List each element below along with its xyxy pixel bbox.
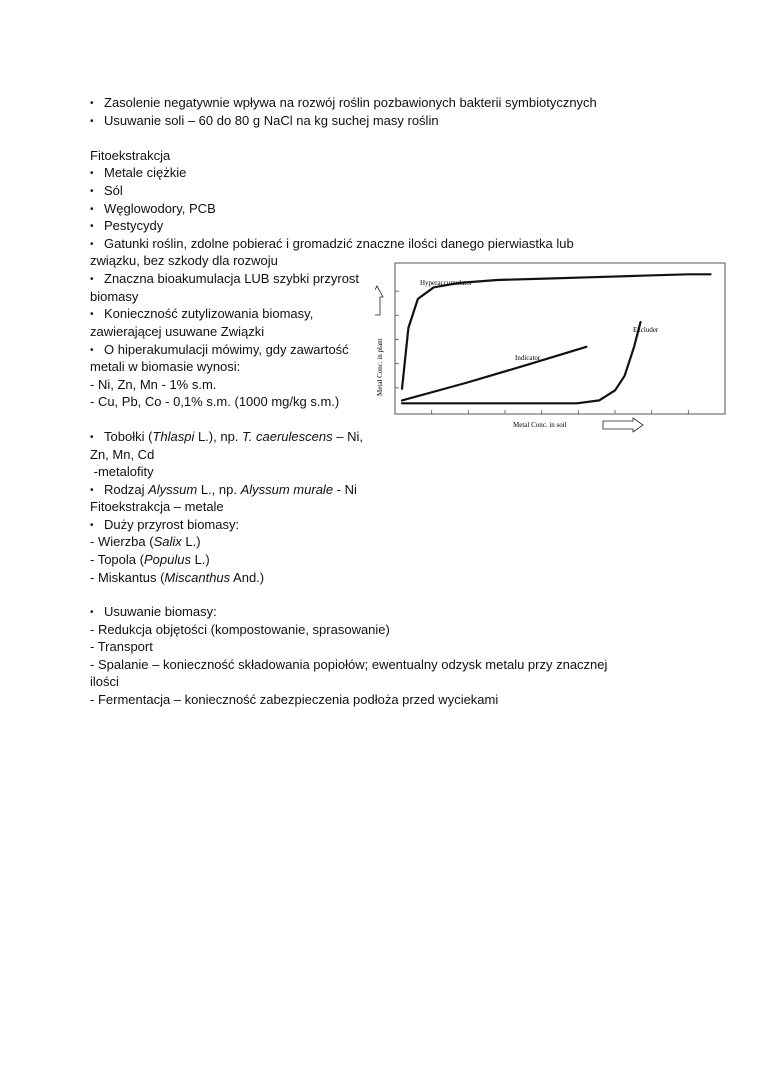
bullet-dot-icon: • [90, 345, 94, 356]
excluder-label: Excluder [633, 326, 659, 334]
bullet-zasolenie: • Zasolenie negatywnie wpływa na rozwój roślin pozbawionych bakterii symbiotycznych [90, 95, 597, 110]
bullet-tobolki: • Tobołki (Thlaspi L.), np. T. caerulescens – Ni, [90, 429, 363, 444]
tobolki-continuation: Zn, Mn, Cd [90, 447, 155, 462]
bullet-dot-icon: • [90, 485, 94, 496]
bullet-usuwanie-soli: • Usuwanie soli – 60 do 80 g NaCl na kg suchej masy roślin [90, 113, 439, 128]
bullet-dot-icon: • [90, 221, 94, 232]
hyperaccumulator-label: Hyperaccumulator [420, 279, 473, 287]
x-axis-label: Metal Conc. in soil [513, 421, 567, 429]
chart-ticks [395, 291, 688, 414]
bullet-dot-icon: • [90, 116, 94, 127]
section-title-fitoekstrakcja: Fitoekstrakcja [90, 148, 171, 163]
fitoekstrakcja-metale: Fitoekstrakcja – metale [90, 499, 224, 514]
indicator-label: Indicator [515, 354, 541, 362]
dash-fermentacja: - Fermentacja – konieczność zabezpieczenia podłoża przed wyciekami [90, 692, 499, 707]
x-axis-arrow-icon [603, 418, 643, 432]
chart-svg [375, 262, 735, 442]
bullet-alyssum: • Rodzaj Alyssum L., np. Alyssum murale - Ni [90, 482, 357, 497]
bullet-dot-icon: • [90, 98, 94, 109]
dash-topola: - Topola (Populus L.) [90, 552, 210, 567]
bullet-gatunki: • Gatunki roślin, zdolne pobierać i gromadzić znaczne ilości danego pierwiastka lub [90, 236, 574, 251]
bullet-dot-icon: • [90, 520, 94, 531]
bullet-dot-icon: • [90, 168, 94, 179]
y-axis-arrow-icon [375, 286, 383, 315]
bullet-usuwanie-biomasy: • Usuwanie biomasy: [90, 604, 217, 619]
gatunki-continuation: związku, bez szkody dla rozwoju [90, 253, 278, 268]
bullet-utylizacja: • Konieczność zutylizowania biomasy, [90, 306, 314, 321]
bioakumulacja-continuation: biomasy [90, 289, 139, 304]
bullet-dot-icon: • [90, 239, 94, 250]
metal-accumulation-chart [375, 262, 735, 442]
bullet-weglowodory: • Węglowodory, PCB [90, 201, 216, 216]
metalofity: -metalofity [90, 464, 154, 479]
bullet-dot-icon: • [90, 432, 94, 443]
bullet-dot-icon: • [90, 607, 94, 618]
bullet-dot-icon: • [90, 186, 94, 197]
utylizacja-continuation: zawierającej usuwane Związki [90, 324, 265, 339]
bullet-pestycydy: • Pestycydy [90, 218, 164, 233]
dash-ni-zn-mn: - Ni, Zn, Mn - 1% s.m. [90, 377, 217, 392]
dash-miskantus: - Miskantus (Miscanthus And.) [90, 570, 265, 585]
bullet-duzy-przyrost: • Duży przyrost biomasy: [90, 517, 240, 532]
series-line-hyperaccumulator [402, 274, 711, 389]
hiperakumulacja-continuation: metali w biomasie wynosi: [90, 359, 241, 374]
bullet-hiperakumulacja: • O hiperakumulacji mówimy, gdy zawartość [90, 342, 349, 357]
bullet-sol: • Sól [90, 183, 123, 198]
bullet-dot-icon: • [90, 274, 94, 285]
series-line-indicator [402, 347, 586, 401]
chart-series [402, 274, 711, 403]
bullet-bioakumulacja: • Znaczna bioakumulacja LUB szybki przyrost [90, 271, 360, 286]
spalanie-continuation: ilości [90, 674, 119, 689]
bullet-dot-icon: • [90, 309, 94, 320]
bullet-dot-icon: • [90, 204, 94, 215]
dash-redukcja: - Redukcja objętości (kompostowanie, sprasowanie) [90, 622, 390, 637]
bullet-metale: • Metale ciężkie [90, 165, 187, 180]
dash-cu-pb-co: - Cu, Pb, Co - 0,1% s.m. (1000 mg/kg s.m.) [90, 394, 340, 409]
dash-spalanie: - Spalanie – konieczność składowania popiołów; ewentualny odzysk metalu przy znacznej [90, 657, 608, 672]
y-axis-label: Metal Conc. in plant [376, 338, 384, 396]
dash-wierzba: - Wierzba (Salix L.) [90, 534, 201, 549]
dash-transport: - Transport [90, 639, 153, 654]
